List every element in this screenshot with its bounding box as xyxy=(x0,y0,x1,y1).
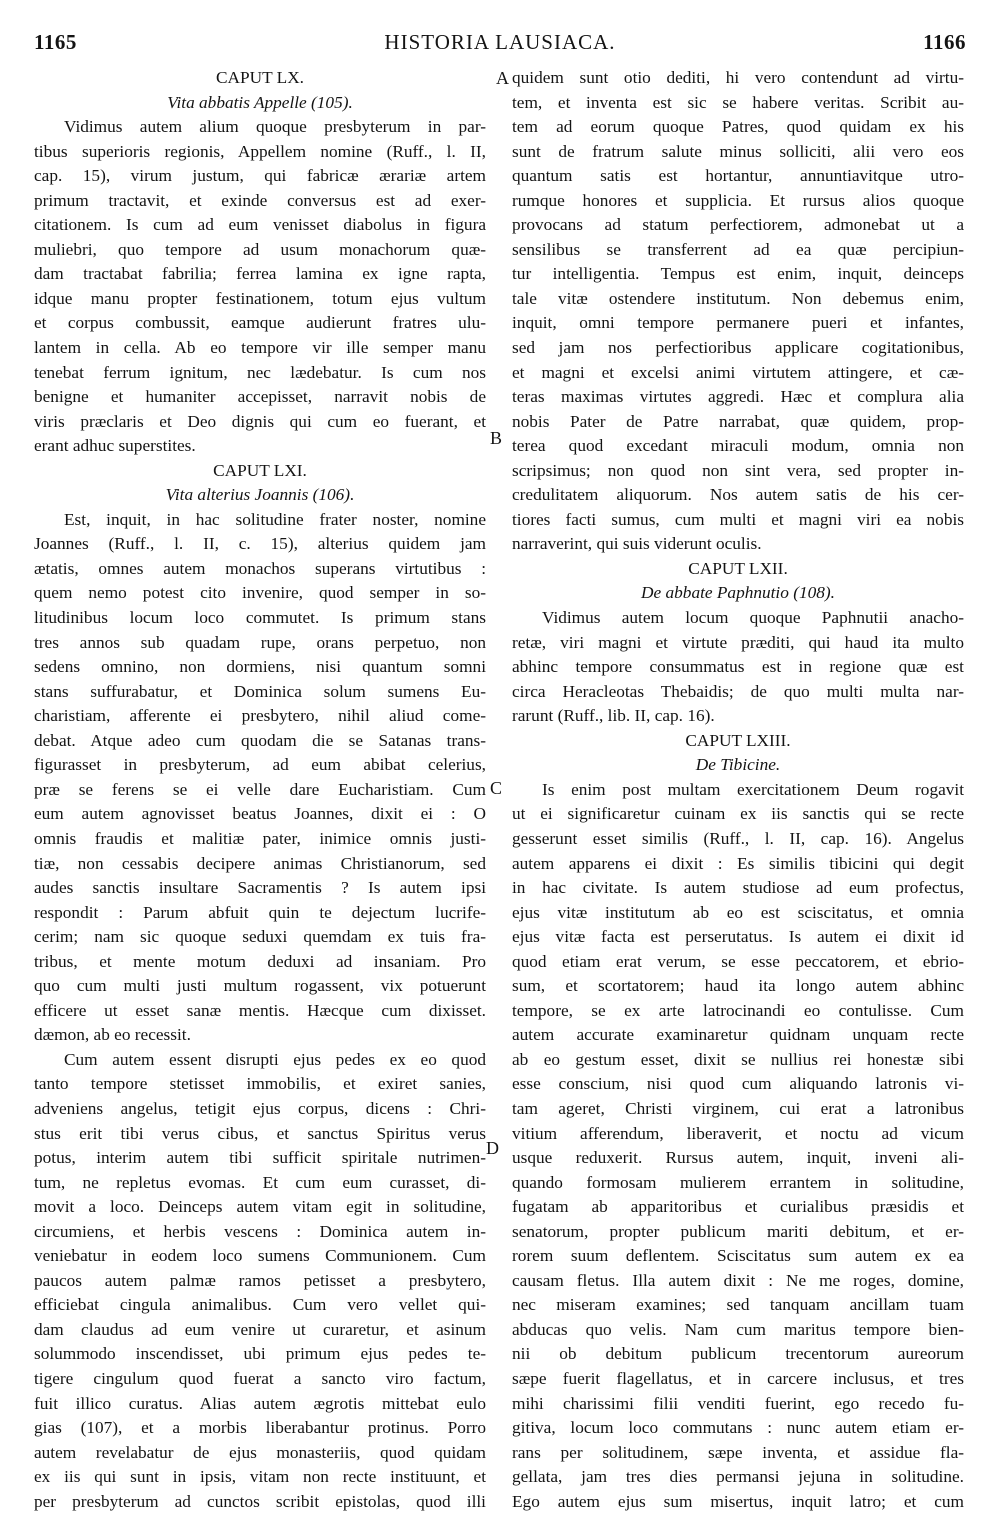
right-column-heading: De abbate Paphnutio (108). xyxy=(641,583,835,603)
left-column-text-line: figurasset in presbyterum, ad eum abibat celerius, xyxy=(34,755,486,775)
right-column-text-line: tem, et inventa est sic se habere veritas. Scribit au- xyxy=(512,92,964,112)
left-column-text-line: tibus superioris regionis, Appellem nomine (Ruff., l. II, xyxy=(34,141,486,161)
right-column-text-line: ejus vitæ institutum ab eo est sciscitatus, et omnia xyxy=(512,902,964,922)
margin-letter-b: B xyxy=(490,428,503,448)
left-column-text-line: Vidimus autem alium quoque presbyterum in par- xyxy=(64,117,486,137)
left-column-text-line: per presbyterum ad cunctos scribit epistolas, quod illi xyxy=(34,1491,486,1511)
left-column-text-line: benigne et humaniter accepisset, narravit nobis de xyxy=(34,387,486,407)
right-column-text-line: vitium afferendum, liberaverit, et noctu ad vicum xyxy=(512,1123,964,1143)
right-column-text-line: sensilibus se transferrent ad ea quæ percipiun- xyxy=(512,239,964,259)
right-column-heading: CAPUT LXIII. xyxy=(685,730,791,750)
left-column-text-line: tum, ne repletus evomas. Et cum eum curasset, di- xyxy=(34,1172,486,1192)
left-column-text-line: cap. 15), virum justum, qui fabricæ ærariæ artem xyxy=(34,166,486,186)
left-column-text-line: et corpus combussit, eamque audierunt fratres ulu- xyxy=(34,313,486,333)
left-column-text-line: ex iis qui sunt in ipsis, vitam non recte instituunt, et xyxy=(34,1467,486,1487)
left-column-text-line: quem nemo potest cito invenire, quod semper in so- xyxy=(34,583,486,603)
right-column-text-line: autem accurate examinaretur quidnam unquam recte xyxy=(512,1025,964,1045)
left-column-text-line: audes sanctis insultare Sacramentis ? Is autem ipsi xyxy=(34,878,486,898)
page-number-left: 1165 xyxy=(34,30,77,54)
margin-letter-d: D xyxy=(486,1138,499,1158)
left-column-text-line: eum autem agnovisset beatus Joannes, dixit ei : O xyxy=(34,804,486,824)
left-column-text-line: muliebri, quo tempore ad usum monachorum quæ- xyxy=(34,239,486,259)
right-column-text-line: rans per solitudinem, sæpe inventa, et assidue fla- xyxy=(512,1442,964,1462)
right-column-text-line: et magni et excelsi animi virtutem attingere, et cæ- xyxy=(512,362,964,382)
right-column-text-line: rarunt (Ruff., lib. II, cap. 16). xyxy=(512,706,715,726)
right-column-text-line: sum, et scortatorem; haud ita longo autem abhinc xyxy=(512,976,964,996)
right-column-text-line: tale vitæ ostendere institutum. Non debemus enim, xyxy=(512,288,964,308)
left-column-text-line: idque manu propter festinationem, totum ejus vultum xyxy=(34,288,486,308)
left-column-text-line: cerim; nam sic quoque seduxi quemdam ex tuis fra- xyxy=(34,927,486,947)
left-column-text-line: tanto tempore stetisset immobilis, et exiret sanies, xyxy=(34,1074,486,1094)
left-column-text-line: veniebatur in eodem loco sumens Communionem. Cum xyxy=(34,1246,486,1266)
left-column-text-line: Cum autem essent disrupti ejus pedes ex eo quod xyxy=(64,1049,486,1069)
right-column-text-line: scripsimus; non quod non sint vera, sed propter in- xyxy=(512,460,964,480)
right-column-text-line: retæ, viri magni et virtute præditi, qui haud ita multo xyxy=(512,632,964,652)
left-column-text-line: erant adhuc superstites. xyxy=(34,436,196,456)
left-column-heading: Vita alterius Joannis (106). xyxy=(165,485,355,505)
right-column-text-line: esse conscium, nisi quod cum aliquando latronis vi- xyxy=(512,1074,964,1094)
left-column-text-line: Est, inquit, in hac solitudine frater noster, nomine xyxy=(64,509,486,529)
right-column-text-line: Vidimus autem locum quoque Paphnutii anacho- xyxy=(542,608,964,628)
right-column-text-line: nec miseram examines; sed tanquam ancillam tuam xyxy=(512,1295,964,1315)
right-column-text-line: Is enim post multam exercitationem Deum rogavit xyxy=(542,779,964,799)
right-column-text-line: mihi charissimi filii venditi fuerint, ego recedo fu- xyxy=(512,1393,964,1413)
left-column-text-line: dæmon, ab eo recessit. xyxy=(34,1025,191,1045)
left-column-text-line: solummodo inscendisset, ubi primum ejus pedes te- xyxy=(34,1344,486,1364)
right-column-text-line: rumque honores et supplicia. Et rursus alios quoque xyxy=(512,190,964,210)
right-column-text-line: credulitatem aliquorum. Nos autem satis de his cer- xyxy=(512,485,964,505)
left-column-text-line: ætatis, omnes autem monachos superans virtutibus : xyxy=(34,558,486,578)
right-column-text-line: nii ob debitum publicum trecentorum aureorum xyxy=(512,1344,964,1364)
left-column-text-line: stans suffurabatur, et Dominica solum sumens Eu- xyxy=(34,681,486,701)
left-column-text-line: litudinibus locum loco commutet. Is primum stans xyxy=(34,608,486,628)
right-column-text-line: in hac civitate. Is autem studiose ad eum profectus, xyxy=(512,878,964,898)
left-column-text-line: primum tractavit, et exinde conversus est ad exer- xyxy=(34,190,486,210)
left-column-text-line: viris præclaris et Deo dignis qui cum eo fuerant, et xyxy=(34,411,486,431)
right-column-text-line: circa Heracleotas Thebaidis; de quo multi multa nar- xyxy=(512,681,964,701)
left-column-text-line: stus erit tibi verus cibus, et sanctus Spiritus verus xyxy=(34,1123,486,1143)
right-column-text-line: sunt de fratrum salute minus solliciti, alii vero eos xyxy=(512,141,964,161)
left-column-text-line: respondit : Parum abfuit quin te dejectum lucrife- xyxy=(34,902,486,922)
right-column-text-line: terea quod excedant miraculi modum, omnia non xyxy=(512,436,964,456)
right-column-text-line: abhinc tempore consummatus est in regione quæ est xyxy=(512,657,964,677)
right-column-text-line: quando formosam mulierem errantem in solitudine, xyxy=(512,1172,964,1192)
right-text-column xyxy=(512,66,964,1514)
left-column-text-line: sedens omnino, non dormiens, nisi quantum somni xyxy=(34,657,486,677)
left-column-heading: CAPUT LX. xyxy=(215,68,305,87)
left-text-column xyxy=(34,66,486,1514)
right-column-text-line: sæpe fuerit flagellatus, et in carcere inclusus, et tres xyxy=(512,1368,964,1388)
left-column-text-line: lantem in cella. Ab eo tempore vir ille semper manu xyxy=(34,338,486,358)
right-column-text-line: gellata, jam tres dies permansi jejuna in solitudine. xyxy=(512,1467,964,1487)
right-column-text-line: abducas quo velis. Nam cum maritus tempore bien- xyxy=(512,1319,964,1339)
right-column-text-line: gitiva, locum loco commutans : nunc autem etiam er- xyxy=(512,1418,964,1438)
right-column-text-line: senatorum, propter publicum mariti debitum, et er- xyxy=(512,1221,964,1241)
right-column-text-line: tiores facti sumus, cum multi et magni viri ea nobis xyxy=(512,509,964,529)
right-column-text-line: causam fletus. Illa autem dixit : Ne me roges, domine, xyxy=(512,1270,964,1290)
left-column-text-line: adveniens angelus, tetigit ejus corpus, dicens : Chri- xyxy=(34,1098,486,1118)
right-column-text-line: teras maximas virtutes aggredi. Hæc et complura alia xyxy=(512,387,964,407)
running-title: HISTORIA LAUSIACA. xyxy=(384,30,616,54)
left-column-text-line: tigere cingulum quod fuerat a sancto viro factum, xyxy=(34,1368,486,1388)
right-column-text-line: provocans ad statum perfectiorem, admonebat ut a xyxy=(512,215,964,235)
right-column-text-line: ab eo gestum esset, dixit se nullius rei honestæ sibi xyxy=(512,1049,964,1069)
right-column-text-line: fugatam ab apparitoribus et curialibus præsidis et xyxy=(512,1197,964,1217)
right-column-text-line: usque reduxerit. Rursus autem, inquit, inveni ali- xyxy=(512,1148,964,1168)
left-column-text-line: efficere ut esset sanæ mentis. Hæcque cum dixisset. xyxy=(34,1000,486,1020)
right-column-text-line: tam ageret, Christi virginem, cui erat a latronibus xyxy=(512,1098,964,1118)
left-column-text-line: quo cum multi justi multum rogassent, vix potuerunt xyxy=(34,976,486,996)
left-column-text-line: præ se ferens se ei velle dare Eucharistiam. Cum xyxy=(34,779,486,799)
right-column-text-line: ut ei significaretur cuinam ex iis sanctis qui se recte xyxy=(512,804,964,824)
left-column-heading: CAPUT LXI. xyxy=(213,460,307,480)
page-number-right: 1166 xyxy=(923,30,966,54)
right-column-text-line: quidem sunt otio dediti, hi vero contendunt ad virtu- xyxy=(512,68,964,87)
right-column-text-line: sed jam nos perfectioribus applicare cogitationibus, xyxy=(512,338,964,358)
right-column-text-line: tem ad eorum quoque Patres, quod quidam ex his xyxy=(512,117,964,137)
left-column-text-line: fuit illico curatus. Alias autem ægrotis mittebat eulo xyxy=(34,1393,486,1413)
left-column-text-line: autem revelabatur de ejus monasteriis, quod quidam xyxy=(34,1442,486,1462)
left-column-text-line: paucos autem palmæ ramos petisset a presbytero, xyxy=(34,1270,486,1290)
right-column-text-line: autem apparens ei dixit : Es similis tibicini qui degit xyxy=(512,853,964,873)
left-column-text-line: gias (107), et a morbis liberabantur protinus. Porro xyxy=(34,1418,486,1438)
left-column-text-line: potus, interim autem tibi sufficit spiritale nutrimen- xyxy=(34,1148,486,1168)
right-column-text-line: gesserunt esset similis (Ruff., l. II, cap. 16). Angelus xyxy=(512,828,964,848)
right-column-heading: CAPUT LXII. xyxy=(688,558,788,578)
right-column-text-line: ejus vitæ facta est perserutatus. Is autem ei dixit id xyxy=(512,927,964,947)
margin-letter-c: C xyxy=(490,778,503,798)
left-column-text-line: citationem. Is cum ad eum venisset diabolus in figura xyxy=(34,215,486,235)
right-column-text-line: nobis Pater de Patre narrabat, quæ quidem, prop- xyxy=(512,411,964,431)
left-column-text-line: tres annos sub quadam rupe, orans perpetuo, non xyxy=(34,632,486,652)
left-column-text-line: charistiam, afferente ei presbytero, nihil aliud come- xyxy=(34,706,486,726)
left-column-text-line: Joannes (Ruff., l. II, c. 15), alterius quidem jam xyxy=(34,534,486,554)
left-column-text-line: dam tractabat fabrilia; ferrea lamina ex igne rapta, xyxy=(34,264,486,284)
left-column-text-line: tiæ, non cessabis decipere animas Christianorum, sed xyxy=(34,853,486,873)
left-column-text-line: dam claudus ad eum venire ut curaretur, et asinum xyxy=(34,1319,486,1339)
right-column-text-line: tempore, se ex arte latrocinandi eo contulisse. Cum xyxy=(512,1000,964,1020)
right-column-text-line: quod etiam erat verum, se esse peccatorem, et ebrio- xyxy=(512,951,964,971)
left-column-text-line: debat. Atque adeo cum quodam die se Satanas trans- xyxy=(34,730,486,750)
left-column-text-line: circumiens, et herbis vescens : Dominica autem in- xyxy=(34,1221,486,1241)
left-column-text-line: tribus, et mente motum deduxi ad insaniam. Pro xyxy=(34,951,486,971)
left-column-heading: Vita abbatis Appelle (105). xyxy=(167,92,353,112)
right-column-text-line: quantum satis est hortantur, annuntiavitque utro- xyxy=(512,166,964,186)
margin-letter-a: A xyxy=(496,68,509,88)
right-column-text-line: rorem suum deflentem. Sciscitatus sum autem ex ea xyxy=(512,1246,964,1266)
left-column-text-line: efficiebat cingula animalibus. Cum vero vellet qui- xyxy=(34,1295,486,1315)
left-column-text-line: movit a loco. Deinceps autem vitam egit in solitudine, xyxy=(34,1197,486,1217)
right-column-heading: De Tibicine. xyxy=(695,755,781,775)
left-column-text-line: tenebat ferrum ignitum, nec lædebatur. Is cum nos xyxy=(34,362,486,382)
right-column-text-line: inquit, omni tempore permanere pueri et infantes, xyxy=(512,313,964,333)
left-column-text-line: omnis fraudis et malitiæ pater, inimice omnis justi- xyxy=(34,828,486,848)
right-column-text-line: Ego autem ejus sum misertus, inquit latro; et cum xyxy=(512,1491,964,1511)
right-column-text-line: tur intelligentia. Tempus est enim, inquit, deinceps xyxy=(512,264,964,284)
right-column-text-line: narraverint, qui suis viderunt oculis. xyxy=(512,534,762,554)
